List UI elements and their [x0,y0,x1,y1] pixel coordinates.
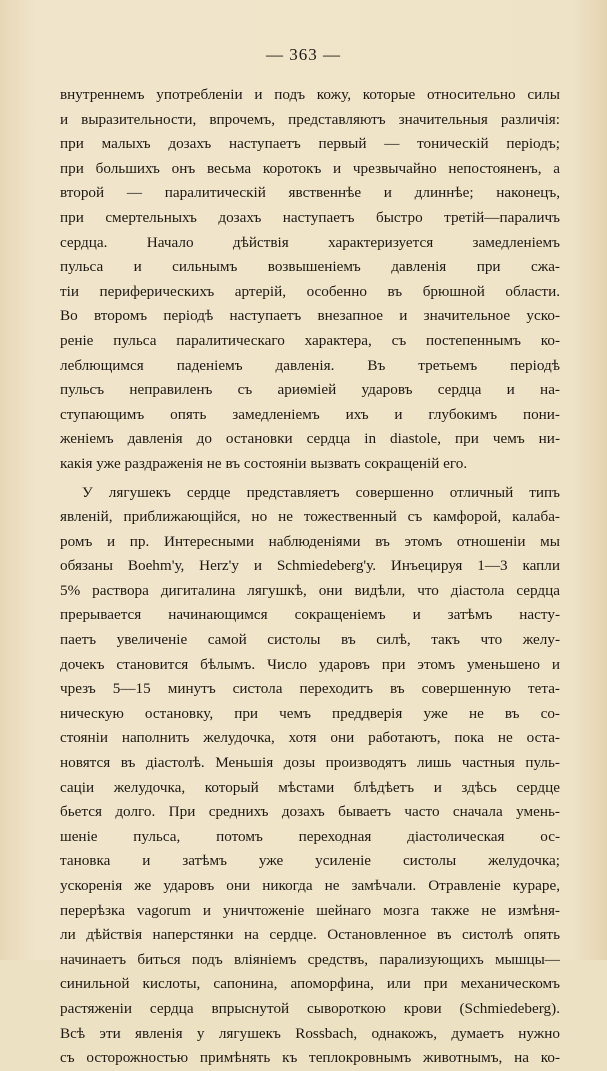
text-line: тановка и затѣмъ уже усиленіе систолы желудочка; [60,852,560,870]
text-line: второй — паралитическій явственнѣе и длиннѣе; наконецъ, [60,184,560,202]
text-line: начинаетъ биться подъ вліяніемъ средствъ, парализующихъ мышцы— [60,950,560,968]
text-line: пульса и сильнымъ возвышеніемъ давленія при сжа- [60,258,560,276]
body-text [60,83,560,1071]
text-line: внутреннемъ употребленіи и подъ кожу, которые относительно силы [60,86,560,103]
text-line: У лягушекъ сердце представляетъ совершенно отличный типъ [82,483,560,501]
text-line: паетъ увеличеніе самой систолы въ силѣ, такъ что желу- [60,631,560,649]
text-line: при большихъ онъ весьма коротокъ и чрезвычайно непостояненъ, а [60,159,560,177]
text-line: женіемъ давленія до остановки сердца in diastole, при чемъ ни- [60,430,560,448]
text-line: ускоренія же ударовъ они никогда не замѣчали. Отравленіе кураре, [60,877,560,894]
text-line: саціи желудочка, который мѣстами блѣдѣетъ и здѣсь сердце [60,778,560,796]
text-line: 5% раствора дигиталина лягушкѣ, они видѣли, что діастола сердца [60,581,560,599]
text-line: дочекъ становится бѣлымъ. Число ударовъ при этомъ уменьшено и [60,655,560,673]
text-line: ромъ и пр. Интересными наблюденіями въ этомъ отношеніи мы [60,532,560,550]
text-line: при малыхъ дозахъ наступаетъ первый — тоническій періодъ; [60,135,560,153]
text-line: бьется долго. При среднихъ дозахъ бываетъ часто сначала умень- [60,803,560,821]
text-line: стояніи наполнить желудочка, хотя они работаютъ, пока не оста- [60,729,560,747]
text-line: явленій, приближающійся, но не тожественный съ камфорой, калаба- [60,508,560,526]
text-line: растяженіи сердца впрыснутой сывороткою крови (Schmiedeberg). [60,999,560,1017]
text-line: шеніе пульса, потомъ переходная діастолическая ос- [60,827,560,845]
text-line: тіи периферическихъ артерій, особенно въ брюшной области. [60,282,560,300]
text-line: синильной кислоты, сапонина, апоморфина, или при механическомъ [60,975,560,993]
text-line: ническую остановку, при чемъ преддверія уже не въ со- [60,704,560,722]
text-line: при смертельныхъ дозахъ наступаетъ быстро третій—параличъ [60,208,560,226]
text-line: леблющимся паденіемъ давленія. Въ третьемъ періодѣ [60,356,560,374]
text-line: ли дѣйствія наперстянки на сердце. Остановленное въ систолѣ опять [60,926,560,944]
text-line: перерѣзка vagorum и уничтоженіе шейнаго мозга также не измѣня- [60,901,560,919]
text-line: съ осторожностью примѣнять къ теплокровнымъ животнымъ, на ко- [60,1049,560,1067]
text-line: пульсъ неправиленъ съ ариѳміей ударовъ сердца и на- [60,381,560,399]
text-line: какія уже раздраженія не въ состояніи вызвать сокращеній его. [60,454,468,472]
paragraph-1 [60,83,560,477]
text-line: и выразительности, впрочемъ, представляютъ значительныя различія: [60,110,560,128]
text-line: реніе пульса паралитическаго характера, съ постепеннымъ ко- [60,331,560,349]
paragraph-2 [60,481,560,1071]
text-line: чрезъ 5—15 минутъ систола переходитъ въ совершенную тета- [60,680,560,698]
text-line: новятся въ діастолѣ. Меньшія дозы производятъ лишь частныя пуль- [60,754,560,772]
text-line: Всѣ эти явленія у лягушекъ Rossbach, однакожъ, думаетъ нужно [60,1024,560,1042]
text-line: обязаны Boehm'у, Herz'у и Schmiedeberg'у. Инъецируя 1—3 капли [60,557,560,575]
text-line: сердца. Начало дѣйствія характеризуется замедленіемъ [60,233,560,251]
page-number: — 363 — [266,45,341,64]
text-line: Во второмъ періодѣ наступаетъ внезапное и значительное уско- [60,307,560,325]
text-line: прерывается начинающимся сокращеніемъ и затѣмъ насту- [60,606,560,624]
text-line: ступающимъ опять замедленіемъ ихъ и глубокимъ пони- [60,405,560,423]
